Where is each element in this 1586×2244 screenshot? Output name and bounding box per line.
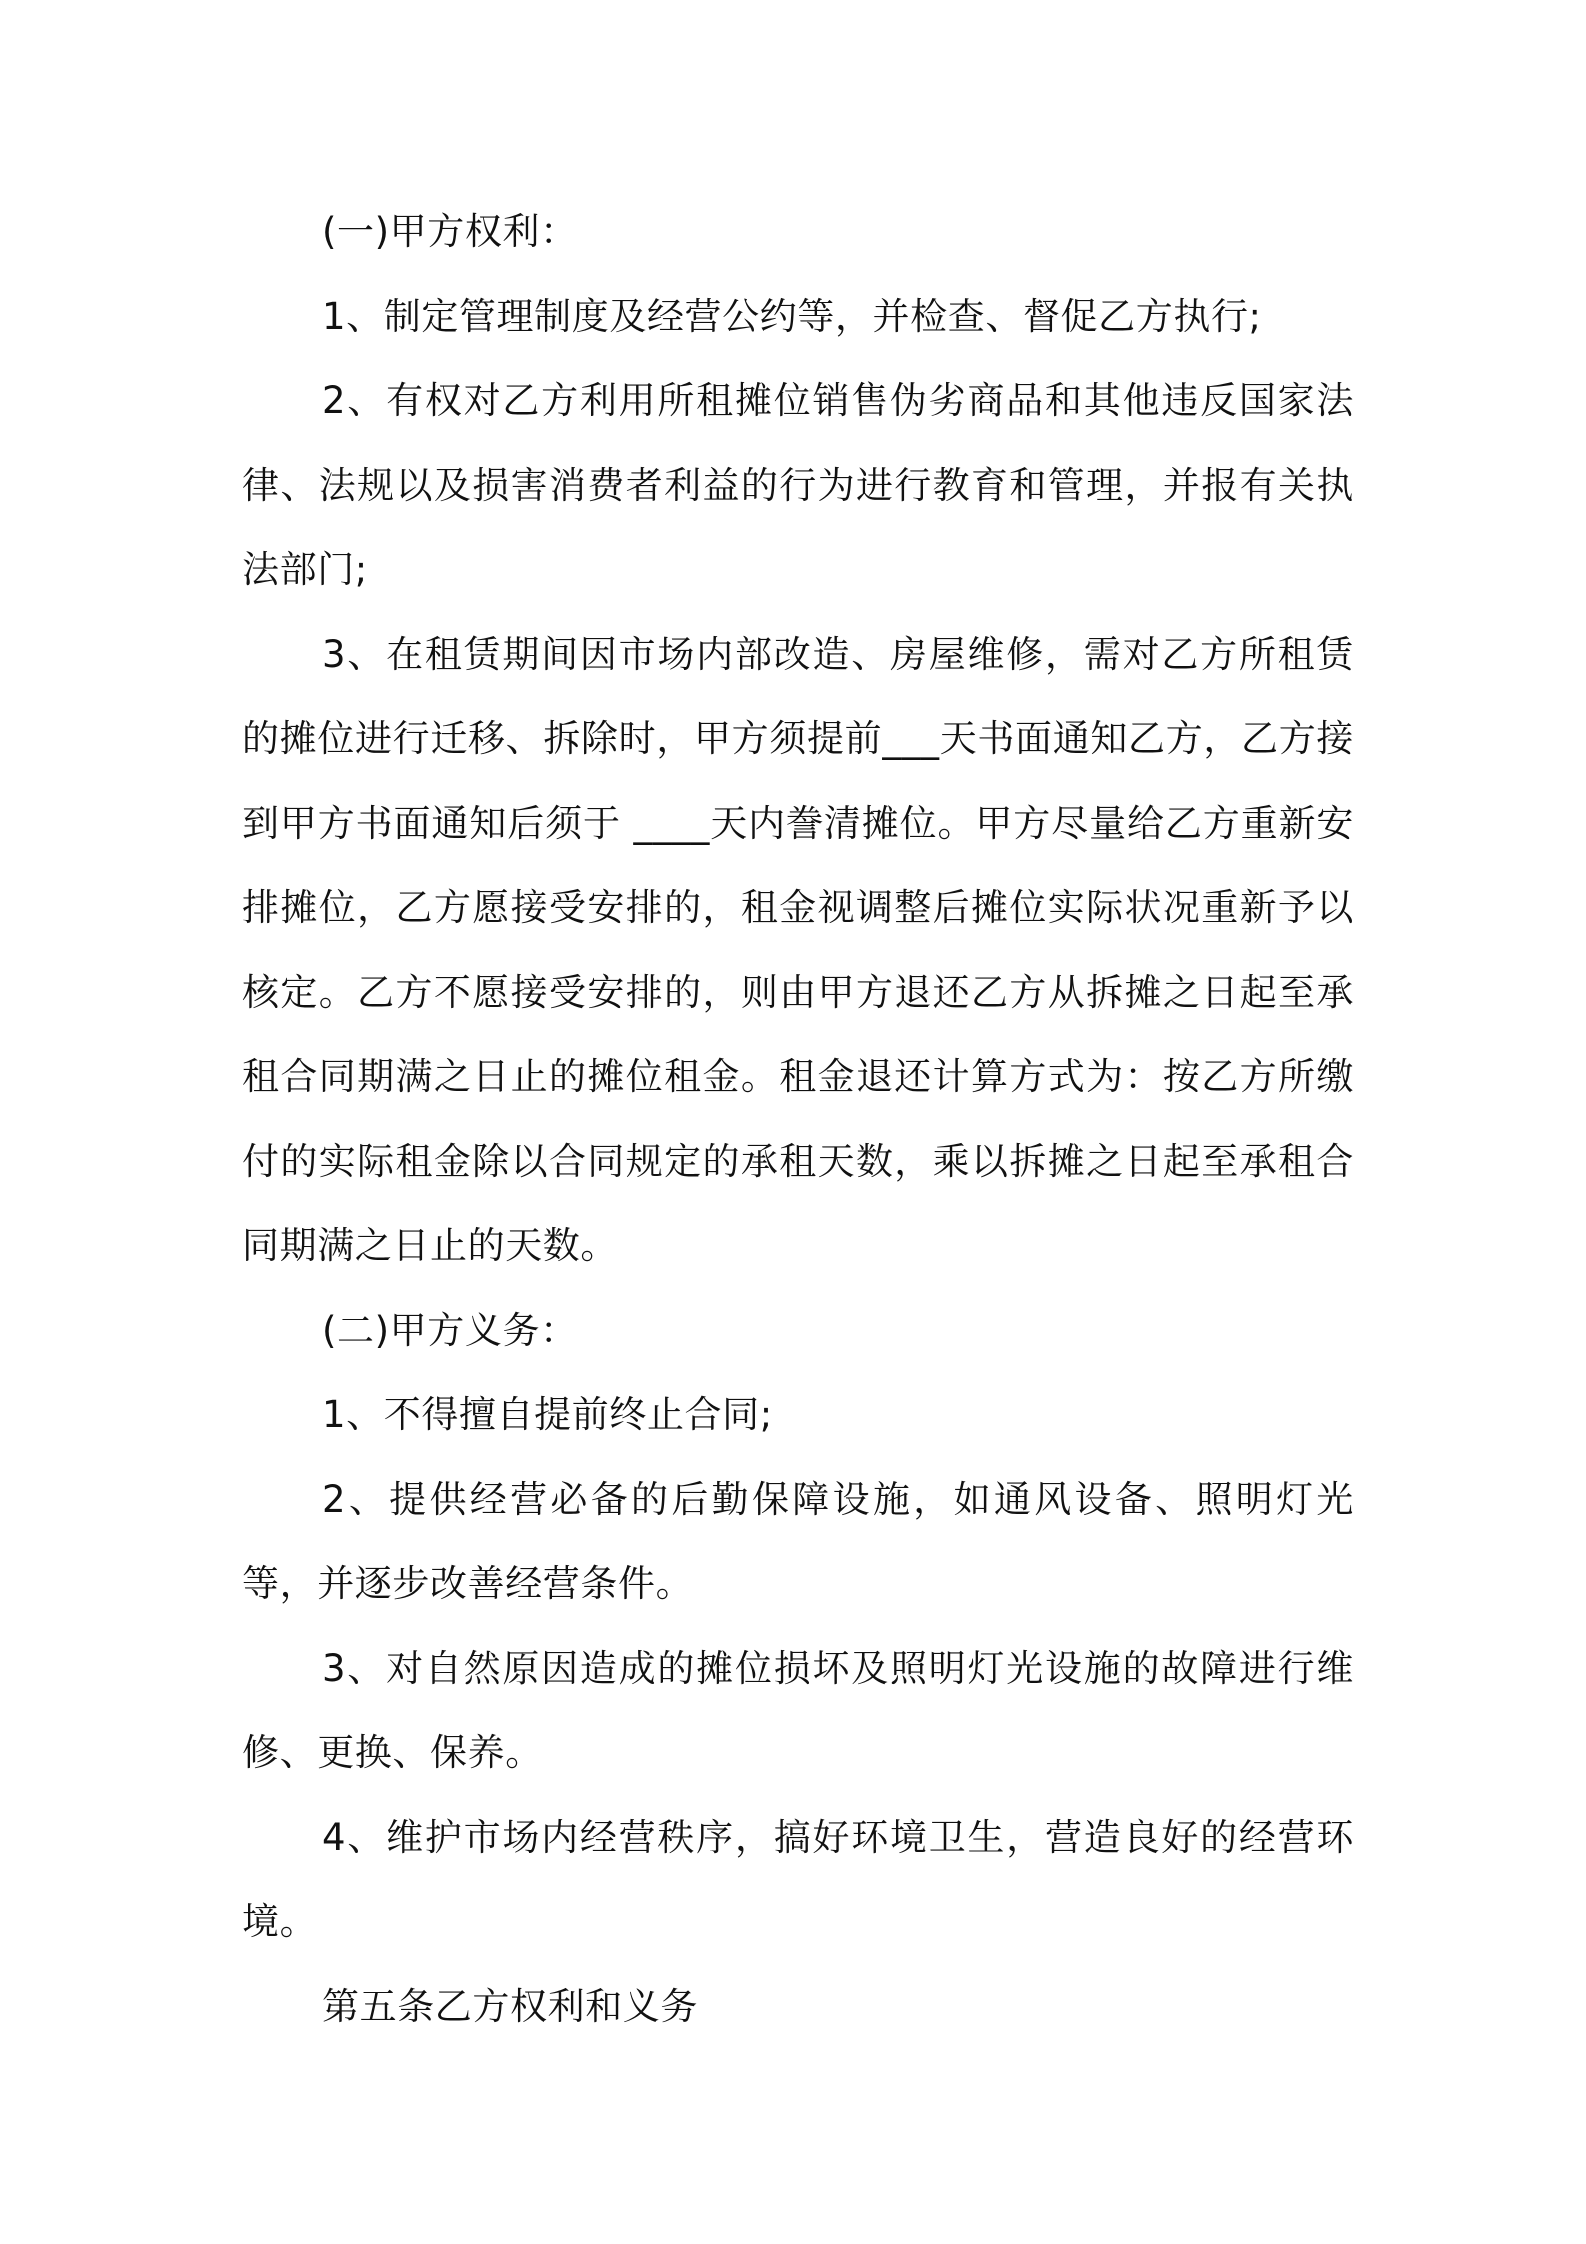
article-5-heading: 第五条乙方权利和义务 [322,1984,698,2028]
section-heading-party-a-obligations: (二)甲方义务： [322,1308,578,1352]
party-a-right-3: 3、在租赁期间因市场内部改造、房屋维修，需对乙方所租赁的摊位进行迁移、拆除时，甲方须提前___天书面通知乙方，乙方接到甲方书面通知后须于 ____天内誊清摊位。甲方尽量给乙方重新安排摊位，乙方愿接受安排的，租金视调整后摊位实际状况重新予以核定。乙方不愿接受安排的，则由甲方退还乙方从拆摊之日起至承租合同期满之日止的摊位租金。租金退还计算方式为：按乙方所缴付的实际租金除以合同规定的承租天数，乘以拆摊之日起至承租合同期满之日止的天数。 [242,632,1354,1267]
party-a-obligation-3: 3、对自然原因造成的摊位损坏及照明灯光设施的故障进行维修、更换、保养。 [242,1646,1354,1774]
party-a-right-2: 2、有权对乙方利用所租摊位销售伪劣商品和其他违反国家法律、法规以及损害消费者利益的行为进行教育和管理，并报有关执法部门; [242,379,1354,591]
party-a-obligation-4: 4、维护市场内经营秩序，搞好环境卫生，营造良好的经营环境。 [242,1815,1354,1943]
section-heading-party-a-rights: (一)甲方权利： [322,210,578,253]
document-body [242,190,1354,2049]
party-a-obligation-1: 1、不得擅自提前终止合同; [322,1393,773,1436]
party-a-obligation-2: 2、提供经营必备的后勤保障设施，如通风设备、照明灯光等，并逐步改善经营条件。 [242,1477,1354,1605]
party-a-right-1: 1、制定管理制度及经营公约等，并检查、督促乙方执行; [322,294,1262,338]
